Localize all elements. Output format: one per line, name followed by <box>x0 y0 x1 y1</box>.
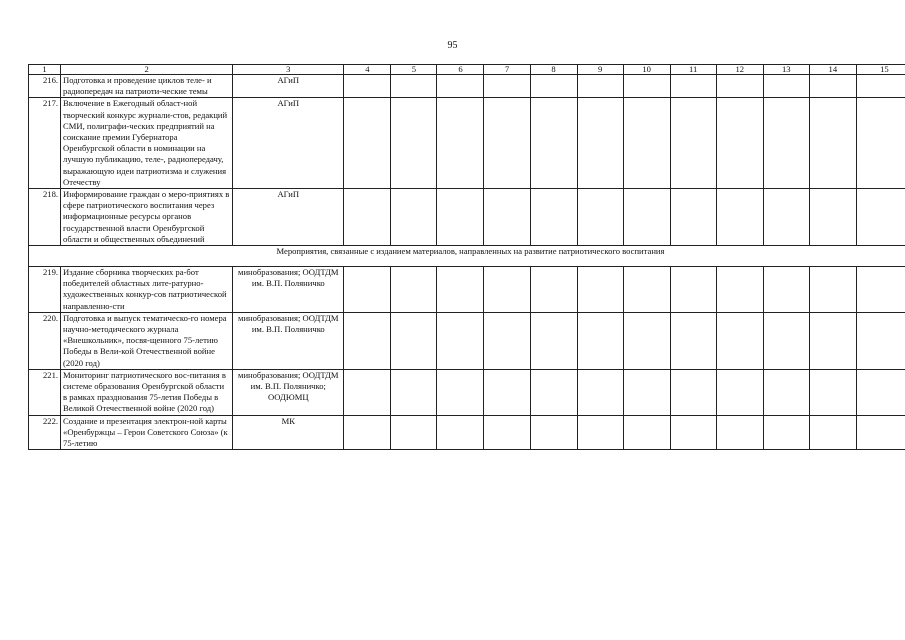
empty-cell <box>809 369 856 415</box>
empty-cell <box>856 312 905 369</box>
row-number: 220. <box>29 312 61 369</box>
empty-cell <box>670 369 716 415</box>
empty-cell <box>484 369 530 415</box>
empty-cell <box>484 98 530 189</box>
empty-cell <box>391 267 437 313</box>
empty-cell <box>484 189 530 246</box>
empty-cell <box>344 415 391 450</box>
activity-name: Подготовка и проведение циклов теле- и радиопередач на патриоти-ческие темы <box>61 75 233 98</box>
empty-cell <box>344 75 391 98</box>
empty-cell <box>856 189 905 246</box>
empty-cell <box>391 312 437 369</box>
empty-cell <box>530 98 577 189</box>
empty-cell <box>623 98 670 189</box>
empty-cell <box>577 75 623 98</box>
empty-cell <box>530 189 577 246</box>
empty-cell <box>391 369 437 415</box>
activity-name: Информирование граждан о меро-приятиях в сфере патриотического воспитания через информационные ресурсы органов государственной власти Оренбургской области и общественных объединений <box>61 189 233 246</box>
responsible-org: минобразования; ООДТДМ им. В.П. Поляничко <box>233 267 344 313</box>
column-number: 4 <box>344 65 391 75</box>
empty-cell <box>437 75 484 98</box>
column-number: 6 <box>437 65 484 75</box>
empty-cell <box>716 369 763 415</box>
activity-name: Подготовка и выпуск тематическо-го номера научно-методического журнала «Внешкольник», посвя-щенного 75-летию Победы в Вели-кой Отечественной войне (2020 год) <box>61 312 233 369</box>
empty-cell <box>763 312 809 369</box>
empty-cell <box>670 312 716 369</box>
table-row <box>29 369 905 415</box>
plan-table <box>28 64 905 450</box>
table-row <box>29 98 905 189</box>
empty-cell <box>344 189 391 246</box>
table-row <box>29 75 905 98</box>
empty-cell <box>577 267 623 313</box>
column-number: 15 <box>856 65 905 75</box>
empty-cell <box>530 312 577 369</box>
row-number: 222. <box>29 415 61 450</box>
empty-cell <box>437 189 484 246</box>
table-row <box>29 312 905 369</box>
empty-cell <box>391 98 437 189</box>
empty-cell <box>344 312 391 369</box>
table-row <box>29 415 905 450</box>
activity-name: Включение в Ежегодный област-ной творческий конкурс журнали-стов, редакций СМИ, полиграфи-ческих предприятий на соискание премии Губернатора Оренбургской области в номинации на лучшую публикацию, теле-, радиопередачу, выражающую идеи патриотизма и служения Отечеству <box>61 98 233 189</box>
empty-cell <box>809 415 856 450</box>
empty-cell <box>670 415 716 450</box>
empty-cell <box>391 75 437 98</box>
section-row <box>29 246 905 267</box>
empty-cell <box>670 75 716 98</box>
column-number: 5 <box>391 65 437 75</box>
column-number: 13 <box>763 65 809 75</box>
rows-group-a <box>29 75 905 246</box>
empty-cell <box>577 189 623 246</box>
empty-cell <box>577 369 623 415</box>
empty-cell <box>437 415 484 450</box>
empty-cell <box>344 267 391 313</box>
column-number: 10 <box>623 65 670 75</box>
empty-cell <box>763 189 809 246</box>
empty-cell <box>763 415 809 450</box>
empty-cell <box>437 369 484 415</box>
empty-cell <box>809 312 856 369</box>
empty-cell <box>530 369 577 415</box>
activity-name: Мониторинг патриотического вос-питания в системе образования Оренбургской области в рамках празднования 75-летия Победы в Великой Отечественной войне (2020 год) <box>61 369 233 415</box>
empty-cell <box>763 267 809 313</box>
column-number: 1 <box>29 65 61 75</box>
empty-cell <box>716 415 763 450</box>
empty-cell <box>670 189 716 246</box>
empty-cell <box>484 312 530 369</box>
empty-cell <box>484 415 530 450</box>
empty-cell <box>623 369 670 415</box>
empty-cell <box>623 267 670 313</box>
rows-group-b <box>29 267 905 450</box>
page-number: 95 <box>447 40 458 51</box>
empty-cell <box>856 267 905 313</box>
empty-cell <box>856 415 905 450</box>
empty-cell <box>530 267 577 313</box>
empty-cell <box>763 75 809 98</box>
empty-cell <box>763 369 809 415</box>
activity-name: Создание и презентация электрон-ной карты «Оренбуржцы – Герои Советского Союза» (к 75-летию <box>61 415 233 450</box>
empty-cell <box>577 98 623 189</box>
responsible-org: АГиП <box>233 98 344 189</box>
empty-cell <box>623 75 670 98</box>
empty-cell <box>437 98 484 189</box>
responsible-org: минобразования; ООДТДМ им. В.П. Поляничко; ООДЮМЦ <box>233 369 344 415</box>
column-number: 12 <box>716 65 763 75</box>
table-row <box>29 189 905 246</box>
empty-cell <box>623 189 670 246</box>
row-number: 219. <box>29 267 61 313</box>
empty-cell <box>856 369 905 415</box>
empty-cell <box>856 98 905 189</box>
activity-name: Издание сборника творческих ра-бот победителей областных лите-ратурно-художественных конкур-сов патриотической направленно-сти <box>61 267 233 313</box>
empty-cell <box>530 415 577 450</box>
empty-cell <box>484 75 530 98</box>
row-number: 218. <box>29 189 61 246</box>
empty-cell <box>809 98 856 189</box>
empty-cell <box>716 189 763 246</box>
column-number: 2 <box>61 65 233 75</box>
column-number: 8 <box>530 65 577 75</box>
empty-cell <box>530 75 577 98</box>
column-number: 14 <box>809 65 856 75</box>
empty-cell <box>344 369 391 415</box>
empty-cell <box>577 415 623 450</box>
empty-cell <box>856 75 905 98</box>
empty-cell <box>809 189 856 246</box>
column-number: 9 <box>577 65 623 75</box>
empty-cell <box>670 267 716 313</box>
responsible-org: АГиП <box>233 189 344 246</box>
section-title: Мероприятия, связанные с изданием материалов, направленных на развитие патриотического воспитания <box>29 246 905 267</box>
empty-cell <box>623 312 670 369</box>
empty-cell <box>670 98 716 189</box>
empty-cell <box>437 267 484 313</box>
empty-cell <box>716 75 763 98</box>
empty-cell <box>437 312 484 369</box>
responsible-org: АГиП <box>233 75 344 98</box>
empty-cell <box>809 75 856 98</box>
empty-cell <box>716 312 763 369</box>
empty-cell <box>623 415 670 450</box>
empty-cell <box>716 267 763 313</box>
empty-cell <box>484 267 530 313</box>
column-number: 11 <box>670 65 716 75</box>
column-number: 3 <box>233 65 344 75</box>
empty-cell <box>344 98 391 189</box>
empty-cell <box>809 267 856 313</box>
empty-cell <box>577 312 623 369</box>
empty-cell <box>763 98 809 189</box>
column-number-row <box>29 65 905 75</box>
responsible-org: минобразования; ООДТДМ им. В.П. Поляничко <box>233 312 344 369</box>
empty-cell <box>716 98 763 189</box>
row-number: 216. <box>29 75 61 98</box>
empty-cell <box>391 415 437 450</box>
responsible-org: МК <box>233 415 344 450</box>
empty-cell <box>391 189 437 246</box>
column-number: 7 <box>484 65 530 75</box>
table-row <box>29 267 905 313</box>
row-number: 217. <box>29 98 61 189</box>
row-number: 221. <box>29 369 61 415</box>
